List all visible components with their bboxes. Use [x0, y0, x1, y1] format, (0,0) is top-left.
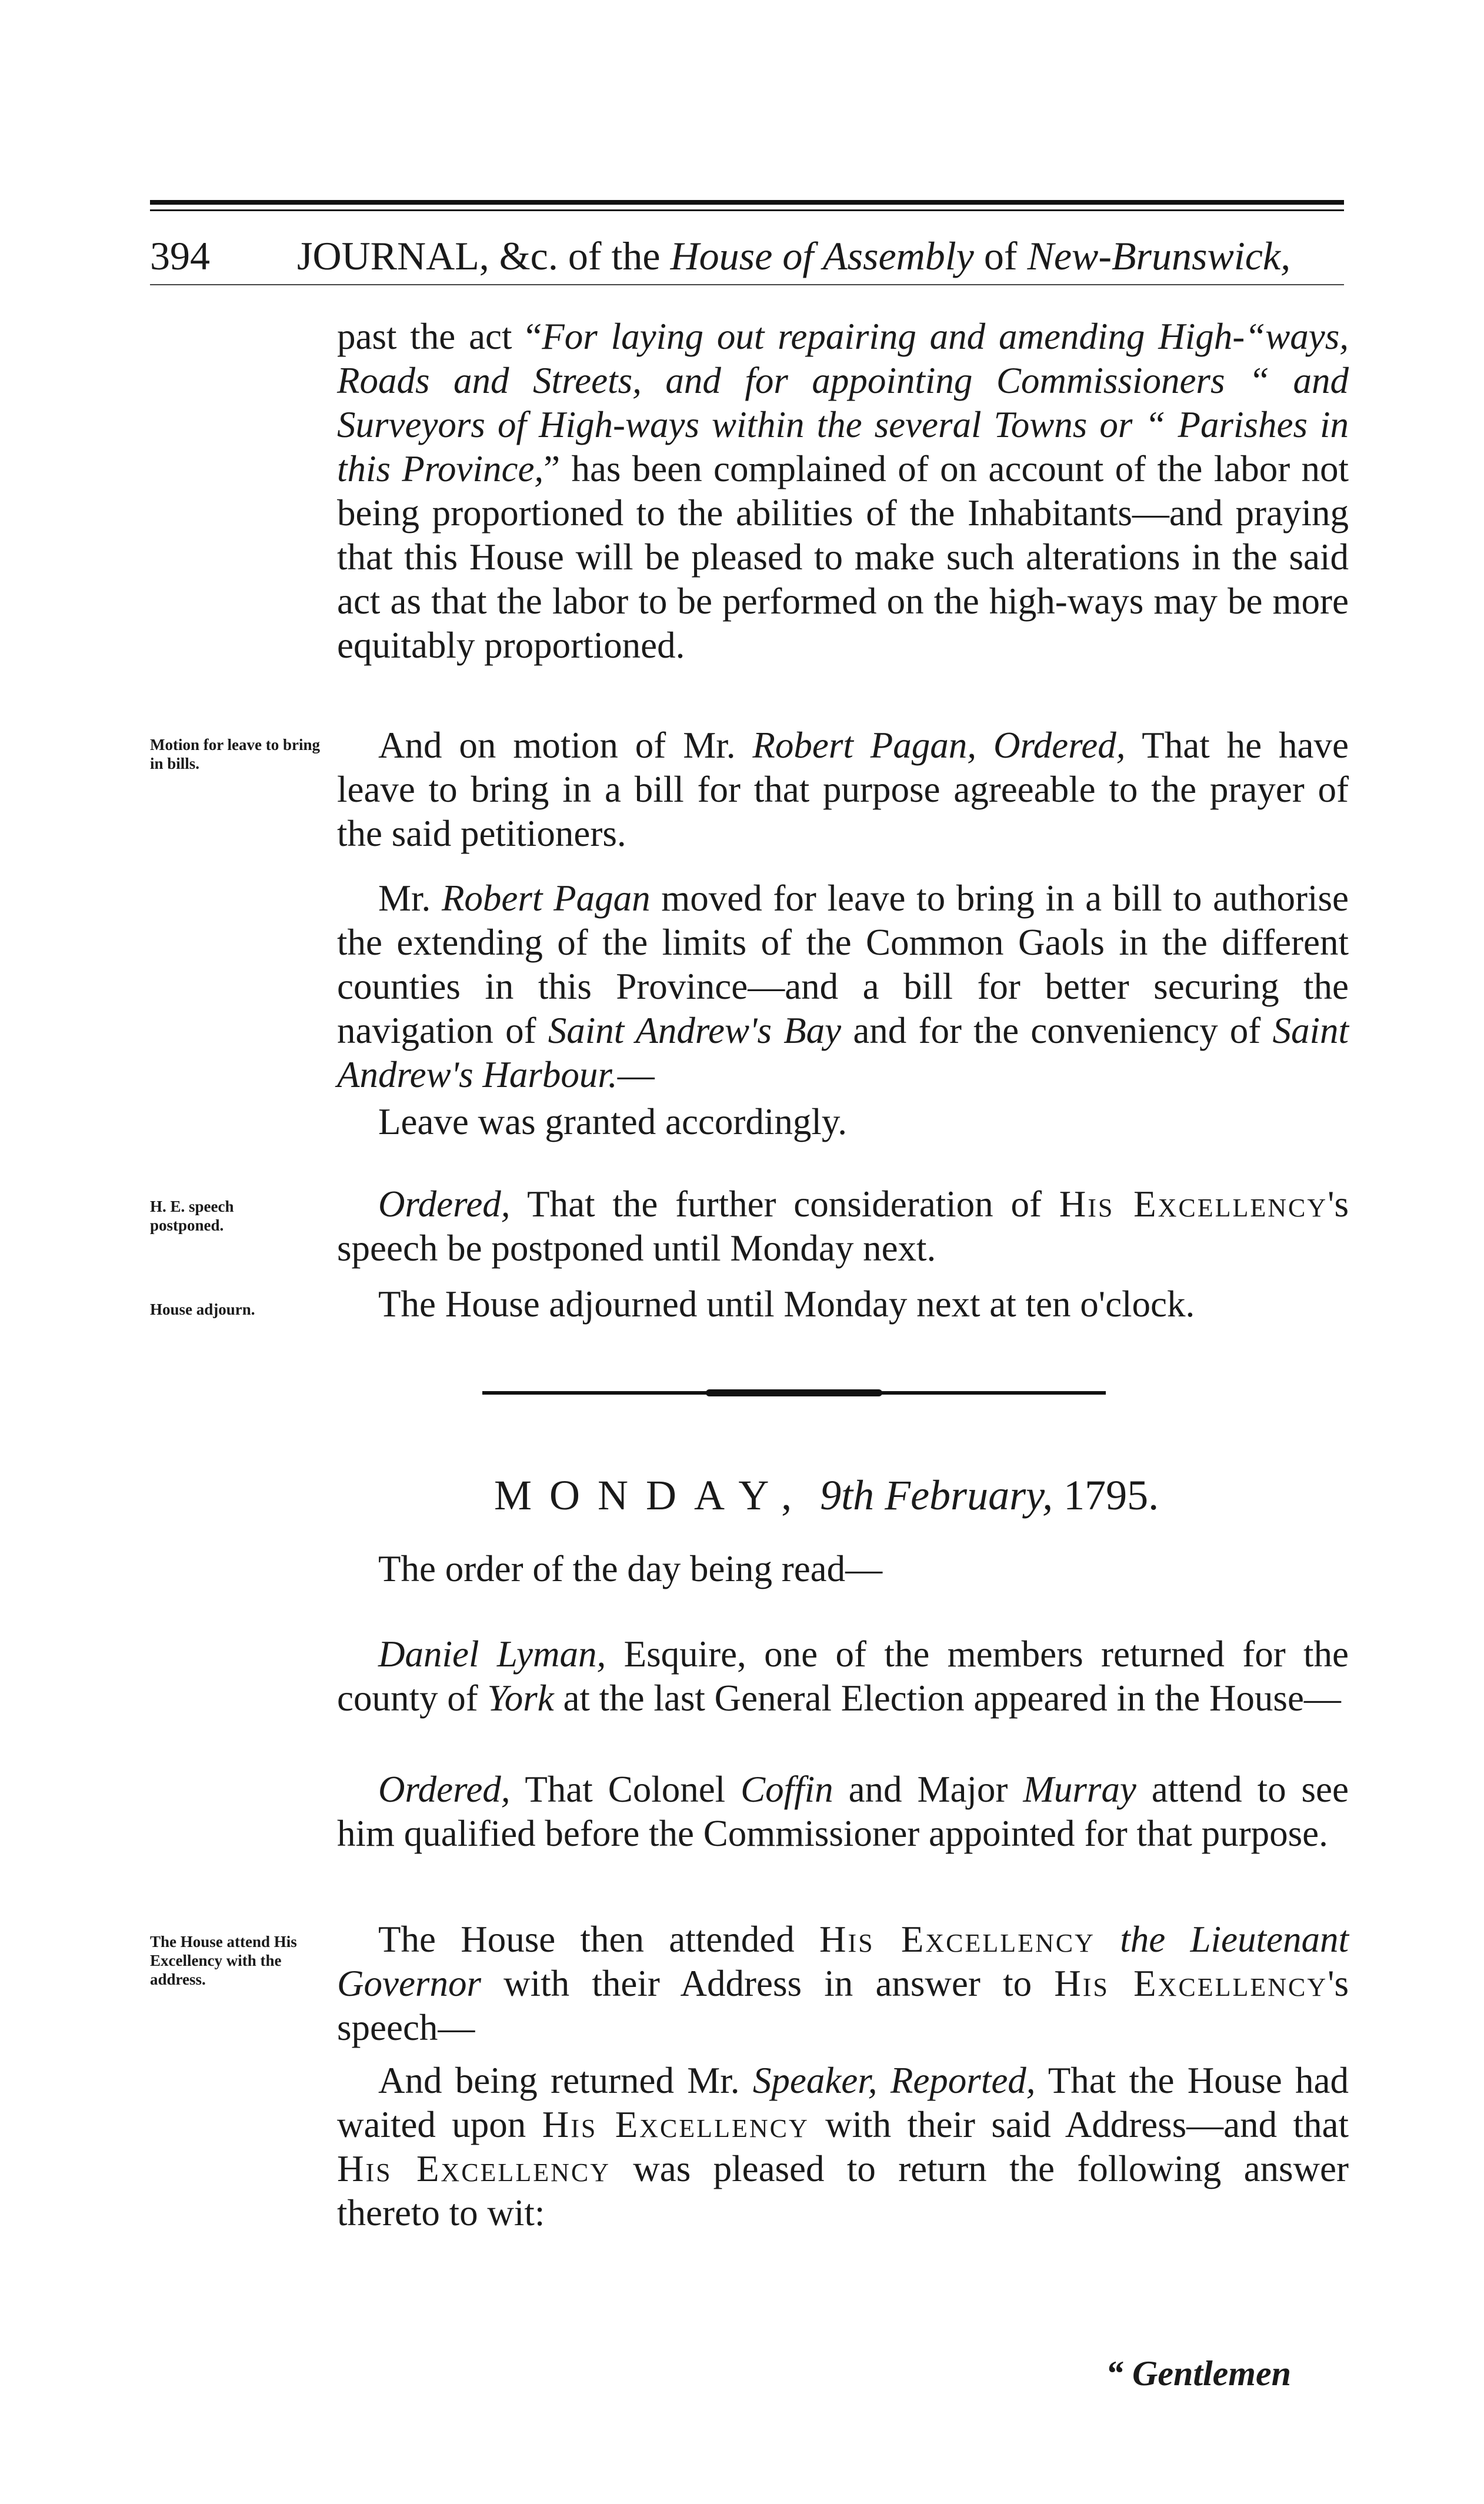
running-title: JOURNAL, &c. of the House of Assembly of New-Brunswick, — [297, 234, 1291, 278]
paragraph-petition: past the act “For laying out repairing and amending High-“ways, Roads and Streets, and for appointing Commissioners “ and Surveyors of High-ways within the several Towns or “ Parishes in this Province,” has been complained of on account of the labor not being proportioned to the abilities of the Inhabitants—and praying that this House will be pleased to make such alterations in the said act as that the labor to be performed on the high-ways may be more equitably proportioned. — [337, 316, 1349, 666]
paragraph-bills: Mr. Robert Pagan moved for leave to bring in a bill to authorise the extending of the limits of the Common Gaols in the different counties in this Province—and a bill for better securing the navigation of Saint Andrew's Bay and for the conveniency of Saint Andrew's Harbour.— — [337, 878, 1349, 1095]
paragraph-qualified: Ordered, That Colonel Coffin and Major Murray attend to see him qualified before the Commissioner appointed for that purpose. — [337, 1769, 1349, 1854]
margin-note-motion: Motion for leave to bring in bills. — [150, 736, 320, 772]
paragraph-leave-granted: Leave was granted accordingly. — [378, 1101, 848, 1142]
paragraph-order-of-day: The order of the day being read— — [378, 1548, 883, 1589]
paragraph-motion: And on motion of Mr. Robert Pagan, Ordered, That he have leave to bring in a bill for that purpose agreeable to the prayer of the said petitioners. — [337, 725, 1349, 854]
page-number: 394 — [150, 234, 210, 278]
paragraph-ordered-speech: Ordered, That the further consideration of His Excellency's speech be postponed until Monday next. — [337, 1183, 1349, 1269]
paragraph-attended: The House then attended His Excellency the Lieutenant Governor with their Address in answer to His Excellency's speech— — [337, 1919, 1349, 2048]
catchword: “ Gentlemen — [1106, 2354, 1291, 2393]
margin-note-speech-postponed: H. E. speech postponed. — [150, 1198, 234, 1234]
header-rule-top — [150, 200, 1344, 205]
margin-note-house-attend: The House attend His Excellency with the address. — [150, 1933, 297, 1988]
paragraph-lyman: Daniel Lyman, Esquire, one of the members returned for the county of York at the last General Election appeared in the House— — [337, 1633, 1349, 1719]
day-heading: MONDAY, 9th February, 1795. — [494, 1472, 1159, 1519]
margin-note-house-adjourn: House adjourn. — [150, 1301, 255, 1318]
paragraph-adjourned: The House adjourned until Monday next at ten o'clock. — [378, 1283, 1195, 1325]
paragraph-reported: And being returned Mr. Speaker, Reported, That the House had waited upon His Excellency with their said Address—and that His Excellency was pleased to return the following answer thereto to wit: — [337, 2060, 1349, 2233]
running-header — [150, 232, 1344, 279]
section-divider-center — [706, 1389, 882, 1396]
header-rule-thin — [150, 209, 1344, 211]
header-underline — [150, 284, 1344, 285]
